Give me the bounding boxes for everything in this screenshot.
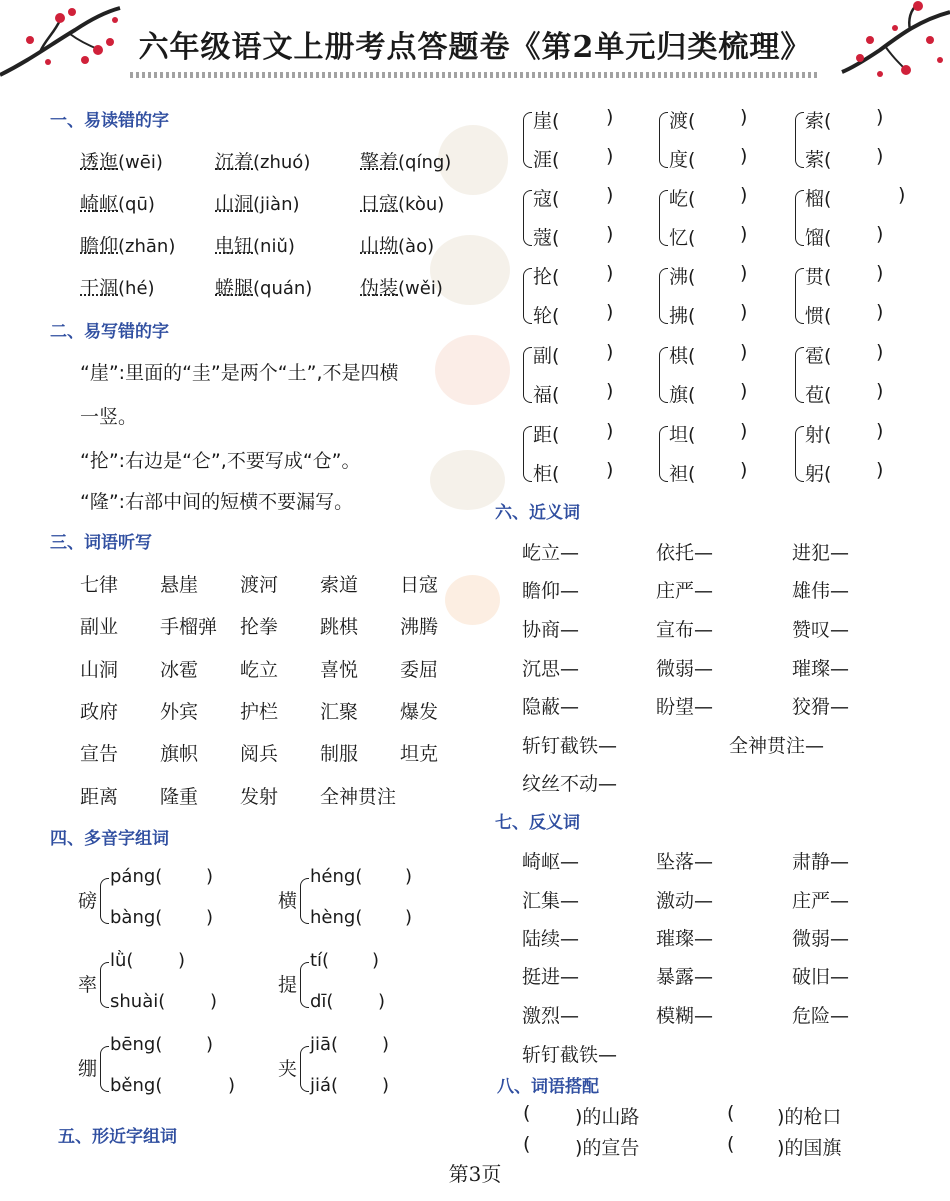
answer-blank-close: ) [740, 301, 748, 323]
synonym-item: 全神贯注— [729, 735, 825, 757]
dictation-word: 发射 [240, 786, 279, 808]
word-item: 山坳(ào) [360, 235, 435, 257]
section-heading: 六、近义词 [495, 503, 580, 523]
answer-blank-close: ) [606, 459, 614, 481]
antonym-item: 陆续— [522, 928, 580, 950]
synonym-item: 盼望— [656, 696, 714, 718]
answer-blank-close: ) [382, 1075, 390, 1096]
brace [795, 190, 804, 246]
answer-blank-close: ) [382, 1034, 390, 1055]
word-item: 蜷腿(quán) [215, 277, 313, 299]
page-number: 第3页 [448, 1162, 502, 1186]
word-item: 瞻仰(zhān) [80, 235, 176, 257]
antonym-item: 破旧— [792, 966, 850, 988]
dictation-word: 委屈 [400, 659, 439, 681]
form-char: 坦( [669, 424, 696, 446]
pair-open: ( [727, 1102, 735, 1124]
answer-blank-close: ) [876, 301, 884, 323]
answer-blank-close: ) [898, 184, 906, 206]
polyphone-char: 提 [278, 974, 298, 996]
brace [795, 112, 804, 168]
dictation-word: 山洞 [80, 659, 119, 681]
form-char: 躬( [805, 463, 832, 485]
dictation-word: 冰雹 [160, 659, 199, 681]
answer-blank-close: ) [405, 907, 413, 928]
antonym-item: 庄严— [792, 890, 850, 912]
form-char: 抡( [533, 266, 560, 288]
brace [659, 426, 668, 482]
polyphone-reading: héng( [310, 866, 363, 887]
synonym-item: 隐蔽— [522, 696, 580, 718]
antonym-item: 肃静— [792, 851, 850, 873]
synonym-item: 璀璨— [792, 658, 850, 680]
dictation-word: 隆重 [160, 786, 199, 808]
synonym-item: 进犯— [792, 542, 850, 564]
word-item: 崎岖(qū) [80, 193, 155, 215]
word-item: 伪装(wěi) [360, 277, 443, 299]
write-error-note: “隆”:右部中间的短横不要漏写。 [80, 491, 354, 513]
section-heading: 一、易读错的字 [50, 111, 169, 131]
antonym-item: 激烈— [522, 1005, 580, 1027]
polyphone-reading: shuài( [110, 991, 166, 1012]
word-item: 山洞(jiàn) [215, 193, 300, 215]
write-error-note: “抡”:右边是“仑”,不要写成“仓”。 [80, 450, 361, 472]
answer-blank-close: ) [740, 380, 748, 402]
form-char: 榴( [805, 188, 832, 210]
answer-blank-close: ) [606, 301, 614, 323]
brace [100, 1046, 109, 1092]
form-char: 度( [669, 149, 696, 171]
antonym-item: 崎岖— [522, 851, 580, 873]
form-char: 沸( [669, 266, 696, 288]
brace [523, 268, 532, 324]
polyphone-char: 夹 [278, 1058, 298, 1080]
answer-blank-close: ) [876, 106, 884, 128]
antonym-item: 斩钉截铁— [522, 1044, 618, 1066]
dictation-word: 全神贯注 [320, 786, 397, 808]
brace [795, 347, 804, 403]
dictation-word: 旗帜 [160, 743, 199, 765]
answer-blank-close: ) [876, 420, 884, 442]
brace [300, 962, 309, 1008]
answer-blank-close: ) [740, 341, 748, 363]
answer-blank-close: ) [178, 950, 186, 971]
write-error-note: “崖”:里面的“圭”是两个“土”,不是四横 [80, 362, 399, 384]
polyphone-char: 磅 [78, 890, 98, 912]
antonym-item: 微弱— [792, 928, 850, 950]
pair-item: )的枪口 [777, 1106, 842, 1128]
lantern-decoration [430, 450, 505, 510]
answer-blank-close: ) [606, 420, 614, 442]
answer-blank-close: ) [876, 145, 884, 167]
answer-blank-close: ) [228, 1075, 236, 1096]
form-char: 副( [533, 345, 560, 367]
form-char: 屹( [669, 188, 696, 210]
brace [659, 347, 668, 403]
answer-blank-close: ) [206, 866, 214, 887]
dictation-word: 爆发 [400, 701, 439, 723]
answer-blank-close: ) [876, 459, 884, 481]
answer-blank-close: ) [372, 950, 380, 971]
synonym-item: 斩钉截铁— [522, 735, 618, 757]
form-char: 涯( [533, 149, 560, 171]
dictation-word: 坦克 [400, 743, 439, 765]
answer-blank-close: ) [740, 459, 748, 481]
dictation-word: 外宾 [160, 701, 199, 723]
answer-blank-close: ) [378, 991, 386, 1012]
synonym-item: 庄严— [656, 580, 714, 602]
form-char: 索( [805, 110, 832, 132]
polyphone-reading: běng( [110, 1075, 163, 1096]
dictation-word: 宣告 [80, 743, 119, 765]
dictation-word: 手榴弹 [160, 616, 218, 638]
word-item: 干涸(hé) [80, 277, 155, 299]
answer-blank-close: ) [740, 184, 748, 206]
polyphone-reading: jiā( [310, 1034, 339, 1055]
section-heading: 二、易写错的字 [50, 322, 169, 342]
polyphone-reading: hèng( [310, 907, 363, 928]
pair-open: ( [727, 1133, 735, 1155]
form-char: 拂( [669, 305, 696, 327]
synonym-item: 雄伟— [792, 580, 850, 602]
answer-blank-close: ) [405, 866, 413, 887]
polyphone-char: 率 [78, 974, 98, 996]
answer-blank-close: ) [210, 991, 218, 1012]
answer-blank-close: ) [606, 106, 614, 128]
answer-blank-close: ) [740, 262, 748, 284]
polyphone-reading: jiá( [310, 1075, 339, 1096]
form-char: 寇( [533, 188, 560, 210]
pair-item: )的山路 [575, 1106, 640, 1128]
brace [795, 268, 804, 324]
answer-blank-close: ) [740, 223, 748, 245]
form-char: 福( [533, 384, 560, 406]
synonym-item: 狡猾— [792, 696, 850, 718]
antonym-item: 激动— [656, 890, 714, 912]
dictation-word: 七律 [80, 574, 119, 596]
dictation-word: 索道 [320, 574, 359, 596]
dictation-word: 汇聚 [320, 701, 359, 723]
dictation-word: 抡拳 [240, 616, 279, 638]
synonym-item: 沉思— [522, 658, 580, 680]
antonym-item: 危险— [792, 1005, 850, 1027]
dictation-word: 日寇 [400, 574, 439, 596]
page-title: 六年级语文上册考点答题卷《第2单元归类梳理》 [138, 30, 812, 65]
antonym-item: 挺进— [522, 966, 580, 988]
answer-blank-close: ) [606, 184, 614, 206]
brace [795, 426, 804, 482]
answer-blank-close: ) [740, 145, 748, 167]
form-char: 袒( [669, 463, 696, 485]
dictation-word: 距离 [80, 786, 119, 808]
form-char: 旗( [669, 384, 696, 406]
dictation-word: 渡河 [240, 574, 279, 596]
antonym-item: 璀璨— [656, 928, 714, 950]
synonym-item: 瞻仰— [522, 580, 580, 602]
brace [523, 347, 532, 403]
answer-blank-close: ) [206, 907, 214, 928]
dictation-word: 沸腾 [400, 616, 439, 638]
polyphone-reading: dī( [310, 991, 334, 1012]
synonym-item: 纹丝不动— [522, 773, 618, 795]
form-char: 崖( [533, 110, 560, 132]
synonym-item: 微弱— [656, 658, 714, 680]
synonym-item: 协商— [522, 619, 580, 641]
pair-open: ( [523, 1102, 531, 1124]
dictation-word: 喜悦 [320, 659, 359, 681]
polyphone-char: 横 [278, 890, 298, 912]
dictation-word: 悬崖 [160, 574, 199, 596]
form-char: 渡( [669, 110, 696, 132]
answer-blank-close: ) [606, 380, 614, 402]
word-item: 电钮(niǔ) [215, 235, 295, 257]
answer-blank-close: ) [876, 223, 884, 245]
form-char: 贯( [805, 266, 832, 288]
word-item: 透迤(wēi) [80, 151, 163, 173]
polyphone-reading: páng( [110, 866, 163, 887]
brace [100, 878, 109, 924]
answer-blank-close: ) [740, 106, 748, 128]
pair-item: )的国旗 [777, 1137, 842, 1159]
answer-blank-close: ) [606, 145, 614, 167]
section-heading: 七、反义词 [495, 813, 580, 833]
brace [523, 190, 532, 246]
brace [659, 190, 668, 246]
polyphone-reading: bàng( [110, 907, 163, 928]
dictation-word: 副业 [80, 616, 119, 638]
brace [100, 962, 109, 1008]
antonym-item: 汇集— [522, 890, 580, 912]
antonym-item: 暴露— [656, 966, 714, 988]
form-char: 蔻( [533, 227, 560, 249]
lantern-decoration [435, 335, 510, 405]
answer-blank-close: ) [606, 341, 614, 363]
brace [523, 112, 532, 168]
brace [300, 878, 309, 924]
word-item: 沉着(zhuó) [215, 151, 311, 173]
dictation-word: 护栏 [240, 701, 279, 723]
answer-blank-close: ) [876, 262, 884, 284]
form-char: 距( [533, 424, 560, 446]
form-char: 馏( [805, 227, 832, 249]
polyphone-char: 绷 [78, 1058, 98, 1080]
form-char: 惯( [805, 305, 832, 327]
lantern-decoration [445, 575, 500, 625]
brace [300, 1046, 309, 1092]
polyphone-reading: bēng( [110, 1034, 163, 1055]
form-char: 棋( [669, 345, 696, 367]
brace [659, 268, 668, 324]
section-heading: 三、词语听写 [50, 533, 152, 553]
brace [523, 426, 532, 482]
synonym-item: 宣布— [656, 619, 714, 641]
dictation-word: 阅兵 [240, 743, 279, 765]
form-char: 萦( [805, 149, 832, 171]
answer-blank-close: ) [876, 380, 884, 402]
write-error-note: 一竖。 [80, 406, 138, 428]
synonym-item: 赞叹— [792, 619, 850, 641]
section-heading: 八、词语搭配 [497, 1077, 599, 1097]
pair-item: )的宣告 [575, 1137, 640, 1159]
dictation-word: 制服 [320, 743, 359, 765]
dictation-word: 政府 [80, 701, 119, 723]
section-heading: 四、多音字组词 [50, 829, 169, 849]
synonym-item: 依托— [656, 542, 714, 564]
synonym-item: 屹立— [522, 542, 580, 564]
form-char: 轮( [533, 305, 560, 327]
word-item: 擎着(qíng) [360, 151, 452, 173]
answer-blank-close: ) [606, 223, 614, 245]
form-char: 忆( [669, 227, 696, 249]
word-item: 日寇(kòu) [360, 193, 445, 215]
antonym-item: 模糊— [656, 1005, 714, 1027]
answer-blank-close: ) [606, 262, 614, 284]
section-heading: 五、形近字组词 [58, 1127, 177, 1147]
dictation-word: 跳棋 [320, 616, 359, 638]
dictation-word: 屹立 [240, 659, 279, 681]
antonym-item: 坠落— [656, 851, 714, 873]
polyphone-reading: tí( [310, 950, 330, 971]
title-divider [130, 72, 820, 78]
brace [659, 112, 668, 168]
answer-blank-close: ) [740, 420, 748, 442]
form-char: 苞( [805, 384, 832, 406]
pair-open: ( [523, 1133, 531, 1155]
answer-blank-close: ) [206, 1034, 214, 1055]
form-char: 雹( [805, 345, 832, 367]
form-char: 柜( [533, 463, 560, 485]
polyphone-reading: lǜ( [110, 950, 134, 971]
answer-blank-close: ) [876, 341, 884, 363]
form-char: 射( [805, 424, 832, 446]
